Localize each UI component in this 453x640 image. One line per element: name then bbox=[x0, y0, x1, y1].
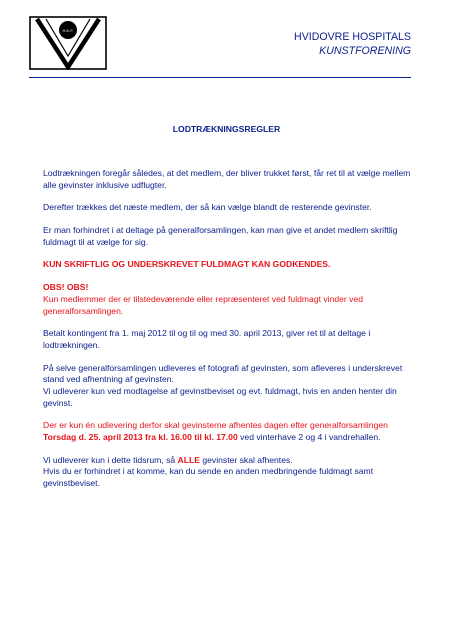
organization-name bbox=[294, 31, 411, 59]
pickup-only-line2: Hvis du er forhindret i at komme, kan du sende en anden medbringende fuldmagt samt gevinstbeviset. bbox=[43, 466, 374, 489]
document-title: LODTRÆKNINGSREGLER bbox=[172, 124, 281, 134]
photo-handout-line1: På selve generalforsamlingen udleveres ef fotografi af gevinsten, som afleveres i underskrevet stand ved afhentning af gevinsten. bbox=[43, 362, 403, 385]
paragraph-pickup-date bbox=[43, 420, 415, 443]
paragraph-photo-handout bbox=[43, 363, 415, 410]
pickup-only-after: gevinster skal afhentes. bbox=[199, 454, 293, 465]
logo-text: H.K.F. bbox=[62, 28, 74, 33]
paragraph-next-member: Derefter trækkes det næste medlem, der så kan vælge blandt de resterende gevinster. bbox=[43, 202, 372, 213]
paragraph-proxy-warning: KUN SKRIFTLIG OG UNDERSKREVET FULDMAGT KAN GODKENDES. bbox=[43, 259, 331, 270]
document-body bbox=[43, 168, 415, 501]
pickup-location: ved vinterhave 2 og 4 i vandrehallen. bbox=[237, 432, 381, 442]
photo-handout-line2: Vi udleverer kun ved modtagelse af gevinstbeviset og evt. fuldmagt, hvis en anden henter din gevinst. bbox=[43, 385, 397, 408]
logo-emblem-icon bbox=[29, 16, 107, 70]
header-divider bbox=[29, 77, 411, 78]
paragraph-pickup-only bbox=[43, 455, 415, 490]
paragraph-proxy: Er man forhindret i at deltage på generalforsamlingen, kan man give et andet medlem skriftlig fuldmagt til at vælge for sig. bbox=[43, 225, 398, 247]
pickup-datetime: Torsdag d. 25. april 2013 fra kl. 16.00 til kl. 17.00 bbox=[43, 432, 238, 442]
obs-body: Kun medlemmer der er tilstedeværende eller repræsenteret ved fuldmagt vinder ved generalforsamlingen. bbox=[43, 293, 364, 316]
organization-name-line1: HVIDOVRE HOSPITALS bbox=[294, 31, 411, 43]
pickup-only-before: Vi udleverer kun i dette tidsrum, så bbox=[43, 454, 178, 465]
pickup-notice: Der er kun én udlevering derfor skal gevinsterne afhentes dagen efter generalforsamlingen bbox=[43, 420, 388, 431]
paragraph-membership-fee: Betalt kontingent fra 1. maj 2012 til og til og med 30. april 2013, giver ret til at deltage i lodtrækningen. bbox=[43, 328, 371, 350]
organization-name-line2: KUNSTFORENING bbox=[319, 44, 411, 57]
paragraph-lottery-procedure: Lodtrækningen foregår således, at det medlem, der bliver trukket først, får ret til at vælge mellem alle gevinster inklusive udflugter. bbox=[43, 168, 411, 190]
paragraph-obs bbox=[43, 282, 415, 317]
pickup-only-alle: ALLE bbox=[177, 454, 200, 465]
obs-heading: OBS! OBS! bbox=[43, 282, 89, 293]
kunstforening-logo bbox=[29, 16, 107, 70]
